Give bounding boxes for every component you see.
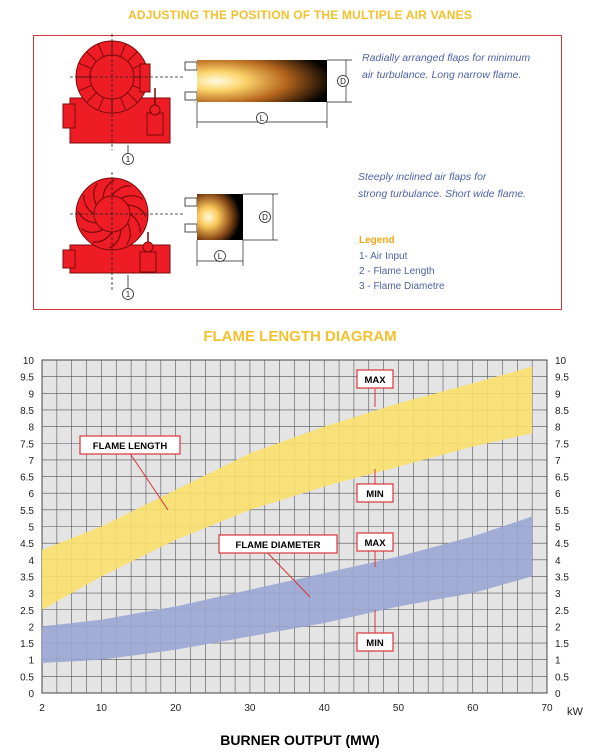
y-tick-label-left: 5 <box>28 522 34 534</box>
chart-title: FLAME LENGTH DIAGRAM <box>203 328 397 345</box>
y-tick-label-right: 0 <box>555 689 561 700</box>
y-tick-label-left: 0.5 <box>20 672 34 684</box>
legend-item-air-input: 1- Air Input <box>359 251 408 262</box>
flame-length-chart <box>0 345 600 725</box>
y-tick-label-left: 5.5 <box>20 505 34 517</box>
x-tick-label: 30 <box>244 703 256 714</box>
y-tick-label-right: 5 <box>555 522 561 534</box>
min-label-diameter-text: MIN <box>366 638 384 649</box>
y-tick-label-left: 9.5 <box>20 372 34 384</box>
flame-diameter-marker-short: D <box>262 213 268 222</box>
flame-long <box>185 60 352 128</box>
x-axis-title: BURNER OUTPUT (MW) <box>220 732 380 748</box>
inclined-flaps-note-line-2: strong turbulance. Short wide flame. <box>358 188 527 200</box>
flame-length-marker-short: L <box>217 252 223 261</box>
y-tick-label-right: 6 <box>555 489 561 501</box>
y-tick-label-left: 10 <box>22 356 34 367</box>
y-tick-label-right: 7 <box>555 455 561 467</box>
flame-length-callout-text: FLAME LENGTH <box>92 441 168 452</box>
x-tick-label: 2 <box>39 703 45 714</box>
y-tick-label-left: 8.5 <box>20 405 34 417</box>
y-tick-label-left: 9 <box>28 389 34 401</box>
x-tick-label: 60 <box>467 703 479 714</box>
x-tick-label: 70 <box>541 703 553 714</box>
radial-flaps-note-line-2: air turbulance. Long narrow flame. <box>362 69 522 81</box>
burner-inclined <box>63 172 185 300</box>
y-tick-label-left: 2 <box>28 622 34 634</box>
flame-length-marker-long: L <box>259 114 265 123</box>
y-tick-label-right: 3.5 <box>555 572 569 584</box>
y-tick-label-right: 0.5 <box>555 672 569 684</box>
flame-length-callout <box>80 436 180 454</box>
max-label-length <box>357 370 393 388</box>
page-title: ADJUSTING THE POSITION OF THE MULTIPLE AIR VANES <box>127 8 473 22</box>
y-tick-label-right: 8.5 <box>555 405 569 417</box>
y-tick-label-right: 1 <box>555 655 561 667</box>
legend-item-flame-length: 2 - Flame Length <box>359 266 435 277</box>
y-tick-label-right: 5.5 <box>555 505 569 517</box>
radial-flaps-note <box>362 50 530 84</box>
y-tick-label-right: 1.5 <box>555 639 569 651</box>
y-tick-label-left: 7 <box>28 455 34 467</box>
y-tick-label-left: 1.5 <box>20 639 34 651</box>
flame-diameter-marker-long: D <box>340 77 346 86</box>
x-tick-label: 10 <box>95 703 107 714</box>
air-input-marker-2: 1 <box>125 290 131 299</box>
burner-radial <box>63 34 185 165</box>
y-tick-label-right: 4.5 <box>555 539 569 551</box>
y-tick-label-right: 10 <box>555 356 567 367</box>
y-tick-label-left: 7.5 <box>20 439 34 451</box>
y-tick-label-right: 8 <box>555 422 561 434</box>
y-tick-label-right: 2.5 <box>555 605 569 617</box>
y-tick-label-right: 2 <box>555 622 561 634</box>
air-input-marker-1: 1 <box>125 155 131 164</box>
flame-short <box>185 194 278 266</box>
y-tick-label-left: 3 <box>28 589 34 601</box>
x-tick-label: 50 <box>392 703 405 714</box>
min-label-length-text: MIN <box>366 489 384 500</box>
inclined-flaps-note <box>358 169 526 203</box>
y-tick-label-right: 9.5 <box>555 372 569 384</box>
x-tick-label: 40 <box>318 703 330 714</box>
x-unit-label: kW <box>567 706 583 718</box>
max-label-diameter <box>357 533 393 551</box>
y-tick-label-left: 8 <box>28 422 34 434</box>
max-label-diameter-text: MAX <box>364 538 386 549</box>
max-label-length-text: MAX <box>364 375 386 386</box>
inclined-flaps-note-line-1: Steeply inclined air flaps for <box>358 171 487 183</box>
min-label-diameter <box>357 633 393 651</box>
y-tick-label-right: 3 <box>555 589 561 601</box>
y-tick-label-left: 6.5 <box>20 472 34 484</box>
legend-title: Legend <box>359 235 395 246</box>
y-tick-label-left: 4.5 <box>20 539 34 551</box>
y-tick-label-right: 7.5 <box>555 439 569 451</box>
x-tick-label: 20 <box>170 703 182 714</box>
y-tick-label-left: 4 <box>28 555 34 567</box>
flame-diameter-callout <box>219 535 337 553</box>
legend-item-flame-diameter: 3 - Flame Diametre <box>359 281 445 292</box>
y-tick-label-left: 1 <box>28 655 34 667</box>
y-tick-label-right: 9 <box>555 389 561 401</box>
y-tick-label-right: 6.5 <box>555 472 569 484</box>
y-tick-label-right: 4 <box>555 555 561 567</box>
radial-flaps-note-line-1: Radially arranged flaps for minimum <box>362 52 531 64</box>
flame-diameter-callout-text: FLAME DIAMETER <box>235 540 321 551</box>
y-tick-label-left: 6 <box>28 489 34 501</box>
y-tick-label-left: 2.5 <box>20 605 34 617</box>
burner-illustration <box>0 0 600 320</box>
y-tick-label-left: 0 <box>28 689 34 700</box>
min-label-length <box>357 484 393 502</box>
y-tick-label-left: 3.5 <box>20 572 34 584</box>
